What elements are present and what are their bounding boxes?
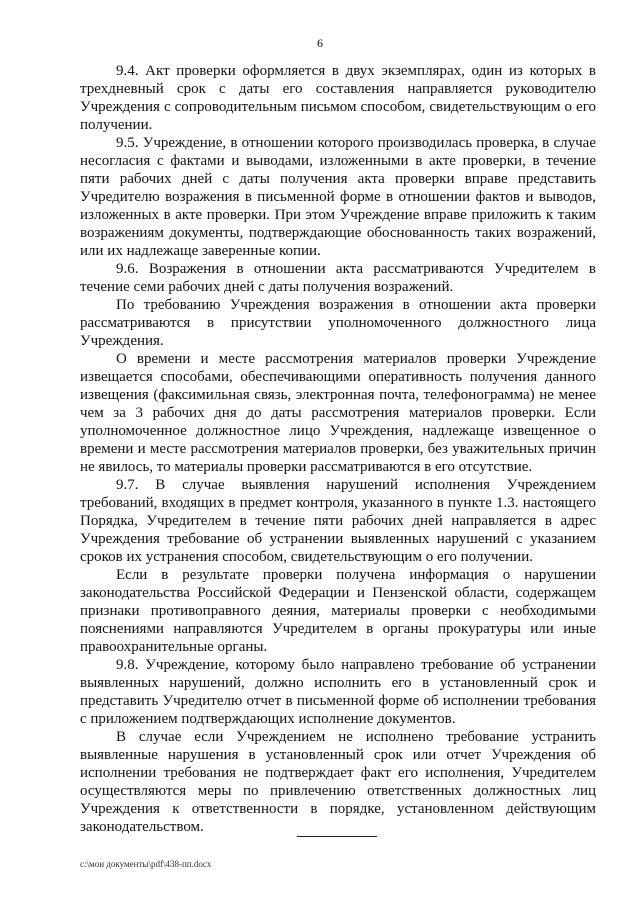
- page-number: 6: [317, 36, 323, 50]
- paragraph-9-6-notification: О времени и месте рассмотрения материалов проверки Учреждение извещается способами, обеспечивающими оперативность получения данного извещения (факсимильная связь, электронная почта, телефонограмма) не менее чем за 3 рабочих дня до даты рассмотрения материалов проверки. Если уполномоченное должностное лицо Учреждения, надлежаще извещенное о времени и месте рассмотрения материалов проверки, без уважительных причин не явилось, то материалы проверки рассматриваются в его отсутствие.: [80, 351, 596, 475]
- footer-file-path: c:\мои документы\pdf\438-пп.docx: [80, 859, 212, 869]
- document-body: [80, 62, 596, 836]
- paragraph-9-8-liability: В случае если Учреждением не исполнено требование устранить выявленные нарушения в установленный срок или отчет Учреждения об исполнении требования не подтверждает факт его исполнения, Учредителем осуществляются меры по привлечению ответственных должностных лиц Учреждения к ответственности в порядке, установленном действующим законодательством.: [80, 729, 596, 835]
- paragraph-9-8: 9.8. Учреждение, которому было направлено требование об устранении выявленных нарушений, должно исполнить его в установленный срок и представить Учредителю отчет в письменной форме об исполнении требования с приложением подтверждающих исполнение документов.: [80, 657, 596, 727]
- end-separator-line: [297, 836, 377, 837]
- paragraph-9-4: 9.4. Акт проверки оформляется в двух экземплярах, один из которых в трехдневный срок с даты его составления направляется руководителю Учреждения с сопроводительным письмом способом, свидетельствующим о его получении.: [80, 63, 596, 133]
- paragraph-9-6-representative: По требованию Учреждения возражения в отношении акта проверки рассматриваются в присутствии уполномоченного должностного лица Учреждения.: [80, 297, 596, 349]
- paragraph-9-6: 9.6. Возражения в отношении акта рассматриваются Учредителем в течение семи рабочих дней с даты получения возражений.: [80, 261, 596, 295]
- paragraph-9-7-law-enforcement: Если в результате проверки получена информация о нарушении законодательства Российской Федерации и Пензенской области, содержащем признаки противоправного деяния, материалы проверки с необходимыми пояснениями направляются Учредителем в органы прокуратуры или иные правоохранительные органы.: [80, 567, 596, 655]
- paragraph-9-5: 9.5. Учреждение, в отношении которого производилась проверка, в случае несогласия с фактами и выводами, изложенными в акте проверки, в течение пяти рабочих дней с даты получения акта проверки вправе представить Учредителю возражения в письменной форме в отношении фактов и выводов, изложенных в акте проверки. При этом Учреждение вправе приложить к таким возражениям документы, подтверждающие обоснованность таких возражений, или их надлежаще заверенные копии.: [80, 135, 596, 259]
- paragraph-9-7: 9.7. В случае выявления нарушений исполнения Учреждением требований, входящих в предмет контроля, указанного в пункте 1.3. настоящего Порядка, Учредителем в течение пяти рабочих дней направляется в адрес Учреждения требование об устранении выявленных нарушений с указанием сроков их устранения способом, свидетельствующим о его получении.: [80, 477, 596, 565]
